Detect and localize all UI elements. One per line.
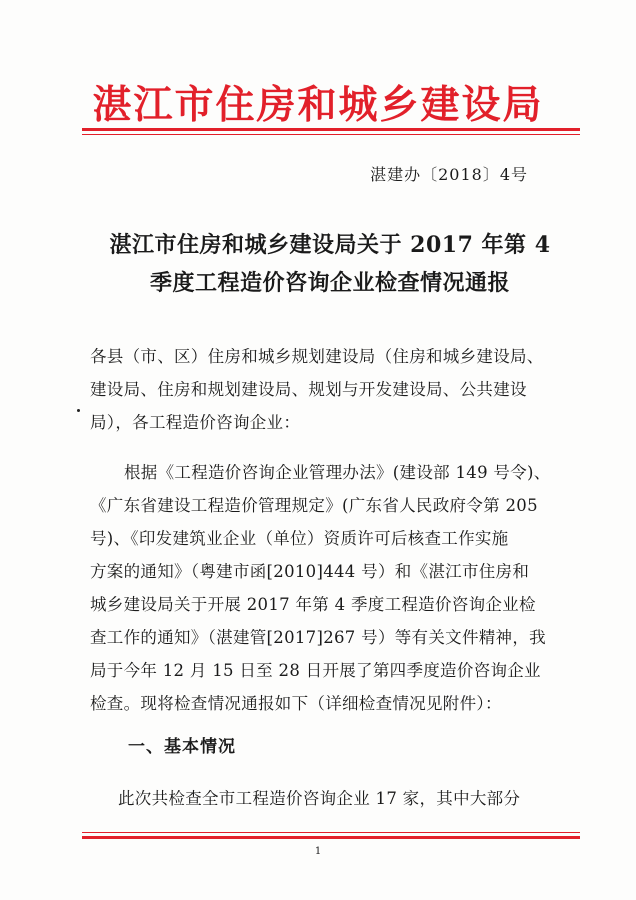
paragraph-line: 此次共检查全市工程造价咨询企业 17 家，其中大部分 <box>118 789 521 808</box>
paragraph-line: 查工作的通知》（湛建管[2017]267 号）等有关文件精神，我 <box>90 628 546 647</box>
paragraph-line: 《广东省建设工程造价管理规定》(广东省人民政府令第 205 <box>90 496 538 515</box>
header-red-rule-thin <box>82 134 580 135</box>
notice-title-line-1: 湛江市住房和城乡建设局关于 2017 年第 4 <box>109 232 551 258</box>
paragraph-line: 城乡建设局关于开展 2017 年第 4 季度工程造价咨询企业检 <box>90 595 536 614</box>
paragraph-line: 根据《工程造价咨询企业管理办法》(建设部 149 号令)、 <box>124 463 551 482</box>
salutation <box>90 340 550 439</box>
scan-speck <box>77 409 80 412</box>
document-number: 湛建办〔2018〕4号 <box>370 165 528 184</box>
paragraph-line: 号)、《印发建筑业企业（单位）资质许可后核查工作实施 <box>90 529 509 548</box>
section-heading-basic-situation: 一、基本情况 <box>128 737 236 757</box>
paragraph-basic-situation <box>90 782 550 815</box>
footer-red-rule-thick <box>82 836 580 839</box>
paragraph-line: 检查。现将检查情况通报如下（详细检查情况见附件）： <box>90 694 502 713</box>
salutation-line: 建设局、住房和规划建设局、规划与开发建设局、公共建设 <box>90 380 527 399</box>
paragraph-line: 方案的通知》（粤建市函[2010]444 号）和《湛江市住房和 <box>90 562 530 581</box>
salutation-line: 各县（市、区）住房和城乡规划建设局（住房和城乡建设局、 <box>90 347 544 366</box>
notice-title <box>80 226 580 302</box>
page-number: 1 <box>314 846 322 857</box>
paragraph-basis <box>90 456 550 720</box>
header-red-rule-thick <box>82 128 580 131</box>
paragraph-line: 局于今年 12 月 15 日至 28 日开展了第四季度造价咨询企业 <box>90 661 541 680</box>
salutation-line: 局），各工程造价咨询企业： <box>90 413 301 432</box>
notice-title-line-2: 季度工程造价咨询企业检查情况通报 <box>149 270 510 296</box>
issuer-header: 湛江市住房和城乡建设局 <box>92 82 544 128</box>
footer-red-rule-thin <box>82 832 580 833</box>
